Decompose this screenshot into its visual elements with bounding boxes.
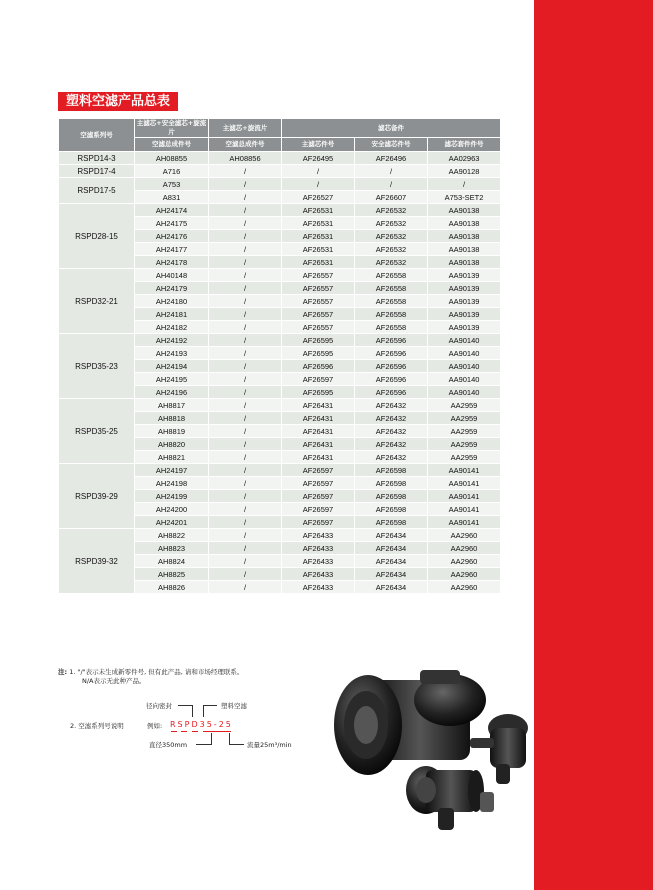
table-cell: / [282,165,355,178]
table-cell: AF26557 [282,295,355,308]
table-cell: AA90138 [428,243,501,256]
table-cell: AH8826 [135,581,209,594]
table-cell: AF26432 [355,399,428,412]
header-main: 主滤芯件号 [282,138,355,152]
table-cell: AA2960 [428,568,501,581]
table-cell: AH08855 [135,152,209,165]
table-cell: / [209,334,282,347]
table-cell: AF26431 [282,451,355,464]
table-cell: AA2959 [428,425,501,438]
table-cell: AF26532 [355,256,428,269]
table-cell: AA90139 [428,321,501,334]
table-cell: AF26558 [355,282,428,295]
table-cell: AF26557 [282,269,355,282]
table-cell: AF26531 [282,230,355,243]
table-row [59,529,501,542]
header-series: 空滤系列号 [59,119,135,152]
table-row [59,399,501,412]
table-cell: AF26432 [355,412,428,425]
example-code: RSPD35-25 [170,720,233,729]
table-cell: AH24178 [135,256,209,269]
table-cell: AH24198 [135,477,209,490]
table-cell: / [209,490,282,503]
table-cell: / [209,412,282,425]
table-cell: AF26532 [355,217,428,230]
table-row [59,269,501,282]
table-cell: AF26597 [282,477,355,490]
table-cell: AA90141 [428,477,501,490]
table-cell: AA90138 [428,204,501,217]
table-cell: AH8820 [135,438,209,451]
table-cell: AF26431 [282,425,355,438]
table-cell: AA2959 [428,451,501,464]
table-cell: AF26596 [355,360,428,373]
table-cell: AF26433 [282,542,355,555]
table-cell: AA2959 [428,412,501,425]
table-row [59,334,501,347]
table-cell: AA90128 [428,165,501,178]
table-cell: AF26434 [355,529,428,542]
table-cell: AF26558 [355,269,428,282]
table-cell: AA90139 [428,295,501,308]
table-cell: AH24182 [135,321,209,334]
table-cell: AF26431 [282,399,355,412]
table-cell: AF26532 [355,243,428,256]
table-cell: AF26433 [282,555,355,568]
table-cell: / [209,295,282,308]
table-cell: AF26597 [282,503,355,516]
table-cell: AH24199 [135,490,209,503]
table-cell: AF26432 [355,451,428,464]
table-cell: AF26531 [282,243,355,256]
table-cell: AA90141 [428,516,501,529]
table-cell: / [209,165,282,178]
table-cell: AF26527 [282,191,355,204]
table-cell: AH24175 [135,217,209,230]
table-cell: AF26532 [355,230,428,243]
table-cell: / [209,256,282,269]
table-cell: AH8817 [135,399,209,412]
table-cell: AF26595 [282,386,355,399]
table-cell: AF26597 [282,516,355,529]
table-cell: AA2960 [428,555,501,568]
table-cell: AA2959 [428,438,501,451]
table-row [59,204,501,217]
table-cell: AF26557 [282,282,355,295]
table-cell: / [209,581,282,594]
table-cell: AH24177 [135,243,209,256]
table-cell: AF26596 [355,334,428,347]
table-cell: AF26532 [355,204,428,217]
table-cell: AA90140 [428,386,501,399]
table-cell: AA90141 [428,464,501,477]
callout-plastic: 塑料空滤 [221,702,247,710]
table-cell: AA90140 [428,347,501,360]
header-assembly-main-safety: 主滤芯+安全滤芯+旋流片 [135,119,209,138]
table-cell: / [209,191,282,204]
table-cell: AF26431 [282,438,355,451]
series-cell: RSPD32-21 [59,269,135,334]
table-cell: AH24179 [135,282,209,295]
table-cell: AF26595 [282,347,355,360]
table-cell: AF26558 [355,295,428,308]
table-cell: AA90140 [428,360,501,373]
table-cell: AH24174 [135,204,209,217]
table-cell: AF26433 [282,581,355,594]
table-cell: AH8824 [135,555,209,568]
table-cell: AF26434 [355,542,428,555]
table-cell: A753 [135,178,209,191]
table-cell: / [209,347,282,360]
table-cell: AF26596 [282,360,355,373]
table-cell: / [209,464,282,477]
table-cell: AH24200 [135,503,209,516]
series-cell: RSPD17-5 [59,178,135,204]
table-cell: AF26431 [282,412,355,425]
header-assembly-a: 空滤总成件号 [135,138,209,152]
header-safety: 安全滤芯件号 [355,138,428,152]
table-cell: AF26596 [355,347,428,360]
table-cell: AH24194 [135,360,209,373]
table-cell: AF26598 [355,477,428,490]
table-cell: / [209,542,282,555]
table-cell: / [209,217,282,230]
table-cell: / [209,243,282,256]
table-cell: / [209,555,282,568]
table-cell: AF26595 [282,334,355,347]
table-cell: / [209,282,282,295]
table-cell: AF26531 [282,204,355,217]
table-cell: AH40148 [135,269,209,282]
series-cell: RSPD28-15 [59,204,135,269]
table-cell: AH24176 [135,230,209,243]
table-cell: / [355,178,428,191]
series-cell: RSPD17-4 [59,165,135,178]
table-cell: / [209,477,282,490]
table-cell: / [209,373,282,386]
callout-diameter: 直径350mm [149,741,188,749]
table-cell: AH24195 [135,373,209,386]
table-cell: AF26432 [355,438,428,451]
table-cell: AF26531 [282,256,355,269]
table-cell: / [282,178,355,191]
table-cell: AA90138 [428,230,501,243]
callout-radial: 径向密封 [146,702,172,710]
table-cell: / [209,178,282,191]
table-cell: / [355,165,428,178]
table-cell: AA02963 [428,152,501,165]
table-cell: AH8822 [135,529,209,542]
table-cell: / [209,399,282,412]
table-cell: AF26558 [355,308,428,321]
table-cell: / [209,204,282,217]
table-cell: AA90139 [428,269,501,282]
header-assembly-main: 主滤芯+旋流片 [209,119,282,138]
table-cell: AF26607 [355,191,428,204]
table-cell: AH24201 [135,516,209,529]
table-cell: AF26434 [355,555,428,568]
table-cell: AH8819 [135,425,209,438]
table-cell: AF26432 [355,425,428,438]
table-row [59,152,501,165]
example-label: 例如: [147,722,163,730]
table-cell: AA90138 [428,217,501,230]
table-cell: AA90140 [428,334,501,347]
table-cell: / [209,308,282,321]
table-cell: A831 [135,191,209,204]
table-cell: AF26531 [282,217,355,230]
table-cell: AH8818 [135,412,209,425]
table-cell: AH24181 [135,308,209,321]
product-summary-table [58,118,501,594]
table-cell: / [209,321,282,334]
table-cell: AF26596 [355,373,428,386]
header-parts: 滤芯备件 [282,119,501,138]
table-cell: / [209,230,282,243]
header-assembly-b: 空滤总成件号 [209,138,282,152]
series-cell: RSPD35-25 [59,399,135,464]
table-cell: AF26598 [355,490,428,503]
table-cell: / [209,529,282,542]
table-cell: AA2960 [428,529,501,542]
table-cell: AA90140 [428,373,501,386]
table-cell: AH24192 [135,334,209,347]
table-cell: AA90139 [428,308,501,321]
table-row [59,178,501,191]
table-cell: AA2960 [428,542,501,555]
table-cell: / [428,178,501,191]
table-cell: AF26598 [355,503,428,516]
series-cell: RSPD35-23 [59,334,135,399]
series-cell: RSPD14-3 [59,152,135,165]
note-1b: N/A表示无此种产品。 [82,677,146,685]
note-1: 1. "/"表示未生成新零件号, 但有此产品, 请和市场经理联系。 [69,668,244,676]
table-cell: AF26557 [282,308,355,321]
table-cell: AA2960 [428,581,501,594]
table-cell: AH24193 [135,347,209,360]
air-filter-product-photo [330,640,530,850]
table-cell: / [209,269,282,282]
table-cell: / [209,503,282,516]
table-cell: AF26598 [355,464,428,477]
table-cell: / [209,451,282,464]
red-side-band [534,0,653,890]
table-cell: / [209,568,282,581]
table-cell: AF26597 [282,490,355,503]
table-row [59,464,501,477]
table-cell: / [209,386,282,399]
table-cell: AH24196 [135,386,209,399]
table-cell: AF26496 [355,152,428,165]
note-2-label: 2. 空滤系列号说明 [70,722,124,730]
notes-label: 注: [58,668,68,676]
table-cell: AF26597 [282,373,355,386]
table-cell: AH8821 [135,451,209,464]
table-cell: AF26557 [282,321,355,334]
series-cell: RSPD39-32 [59,529,135,594]
series-cell: RSPD39-29 [59,464,135,529]
table-cell: AA90141 [428,503,501,516]
table-cell: AF26597 [282,464,355,477]
table-row [59,165,501,178]
table-cell: / [209,438,282,451]
table-cell: / [209,360,282,373]
table-cell: AF26596 [355,386,428,399]
table-cell: AH24180 [135,295,209,308]
table-cell: AA2959 [428,399,501,412]
table-cell: AH8825 [135,568,209,581]
table-cell: A753-SET2 [428,191,501,204]
table-cell: A716 [135,165,209,178]
table-cell: AH08856 [209,152,282,165]
table-cell: AF26434 [355,568,428,581]
header-kit: 滤芯套件件号 [428,138,501,152]
table-cell: AF26598 [355,516,428,529]
table-cell: / [209,425,282,438]
notes [58,668,243,686]
page-title: 塑料空滤产品总表 [58,92,178,111]
table-cell: AA90138 [428,256,501,269]
table-cell: AF26558 [355,321,428,334]
table-cell: AA90139 [428,282,501,295]
callout-flow: 流量25m³/min [247,741,292,749]
table-cell: AF26433 [282,529,355,542]
table-cell: / [209,516,282,529]
table-cell: AF26434 [355,581,428,594]
table-cell: AF26495 [282,152,355,165]
table-cell: AA90141 [428,490,501,503]
table-cell: AH8823 [135,542,209,555]
table-cell: AH24197 [135,464,209,477]
table-cell: AF26433 [282,568,355,581]
